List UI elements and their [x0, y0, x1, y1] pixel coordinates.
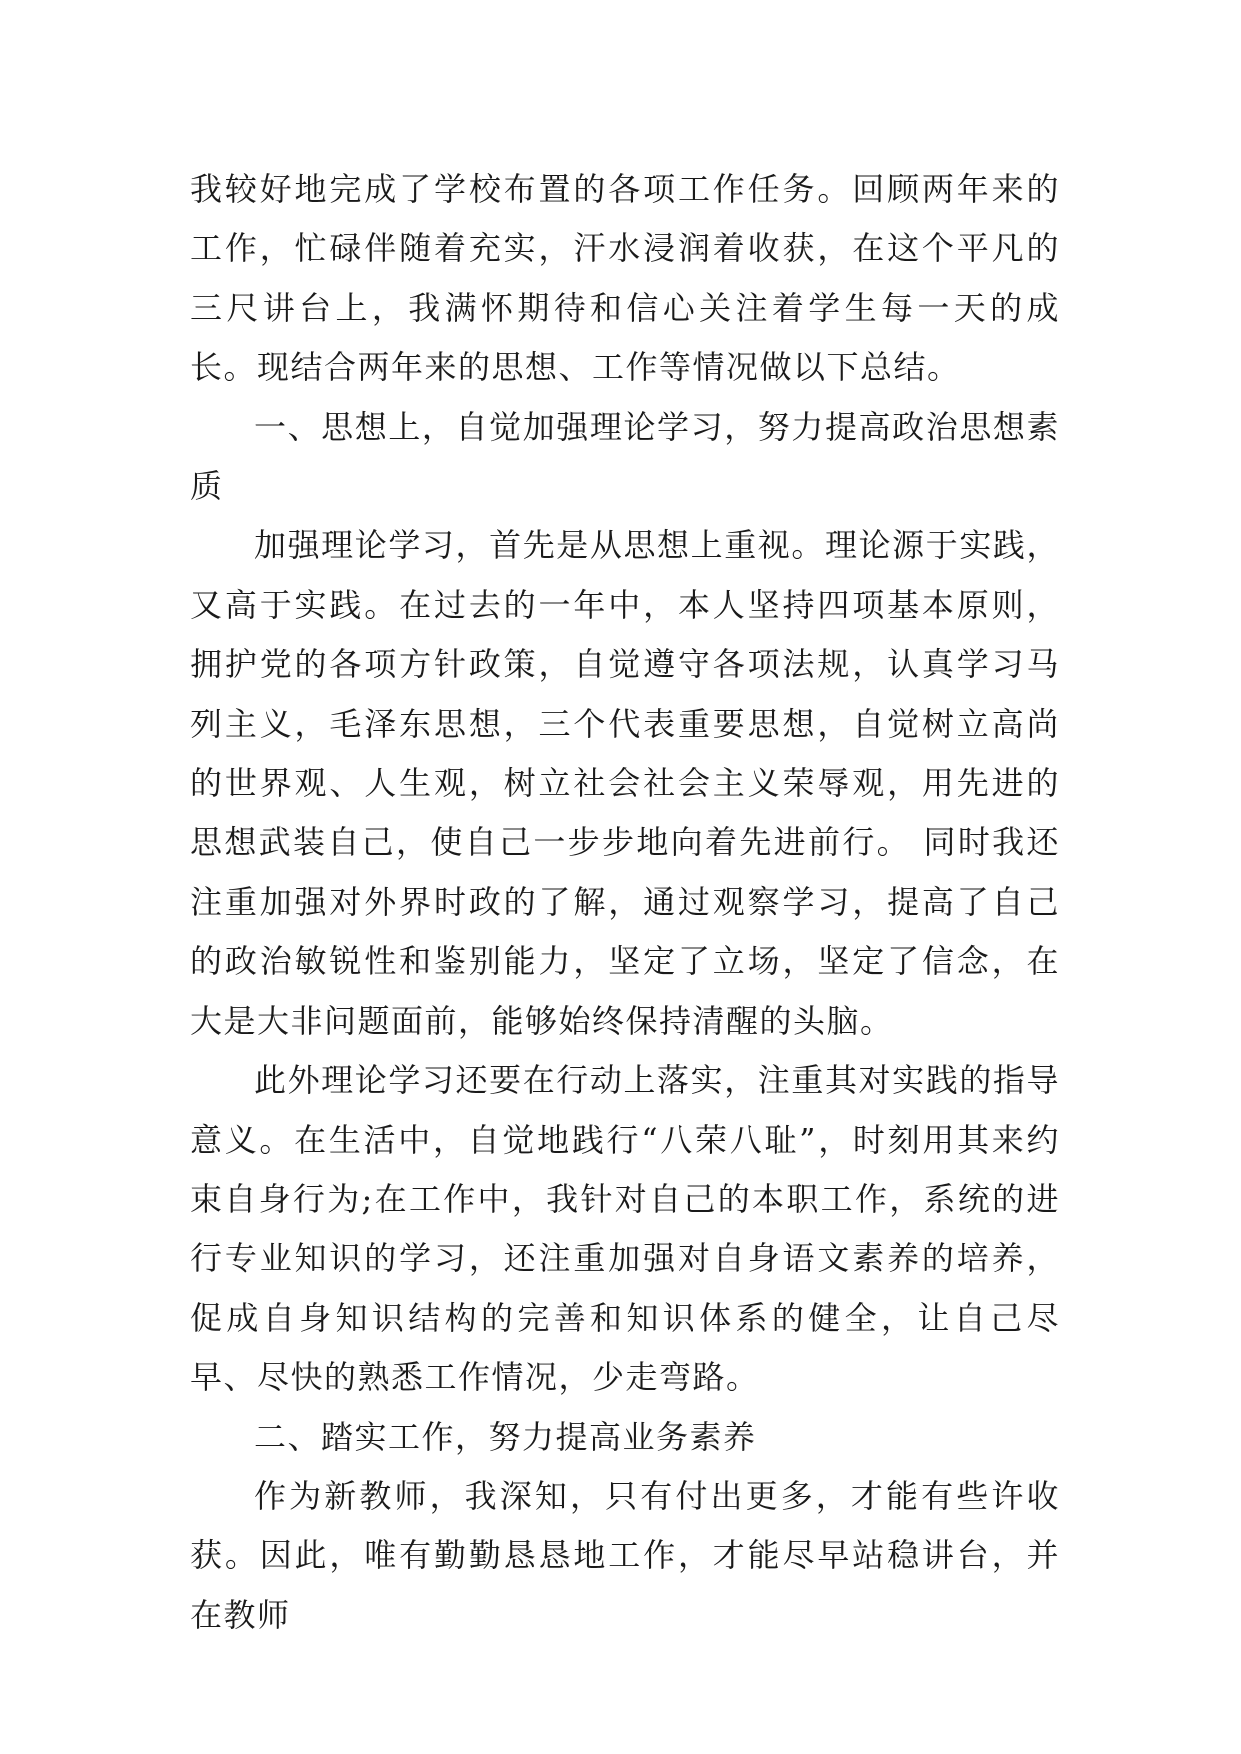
paragraph-practice: 此外理论学习还要在行动上落实，注重其对实践的指导意义。在生活中，自觉地践行“八荣八耻”，时刻用其来约束自身行为;在工作中，我针对自己的本职工作，系统的进行专业知识的学习，还注重加强对自身语文素养的培养，促成自身知识结构的完善和知识体系的健全，让自己尽早、尽快的熟悉工作情况，少走弯路。	[190, 1061, 1060, 1397]
paragraph-theory-study: 加强理论学习，首先是从思想上重视。理论源于实践，又高于实践。在过去的一年中，本人坚持四项基本原则，拥护党的各项方针政策，自觉遵守各项法规，认真学习马列主义，毛泽东思想，三个代表重要思想，自觉树立高尚的世界观、人生观，树立社会社会主义荣辱观，用先进的思想武装自己，使自己一步步地向着先进前行。 同时我还注重加强对外界时政的了解，通过观察学习，提高了自己的政治敏锐性和鉴别能力，坚定了立场，坚定了信念，在大是大非问题面前，能够始终保持清醒的头脑。	[190, 526, 1060, 1040]
document-body	[190, 160, 1060, 1645]
section-heading-2: 二、踏实工作，努力提高业务素养	[254, 1417, 757, 1456]
paragraph-intro-continued: 我较好地完成了学校布置的各项工作任务。回顾两年来的工作，忙碌伴随着充实，汗水浸润着收获，在这个平凡的三尺讲台上，我满怀期待和信心关注着学生每一天的成长。现结合两年来的思想、工作等情况做以下总结。	[190, 170, 1060, 387]
paragraph-new-teacher: 作为新教师，我深知，只有付出更多，才能有些许收获。因此，唯有勤勤恳恳地工作，才能尽早站稳讲台，并在教师	[190, 1476, 1060, 1634]
section-heading-1: 一、思想上，自觉加强理论学习，努力提高政治思想素质	[190, 407, 1060, 506]
